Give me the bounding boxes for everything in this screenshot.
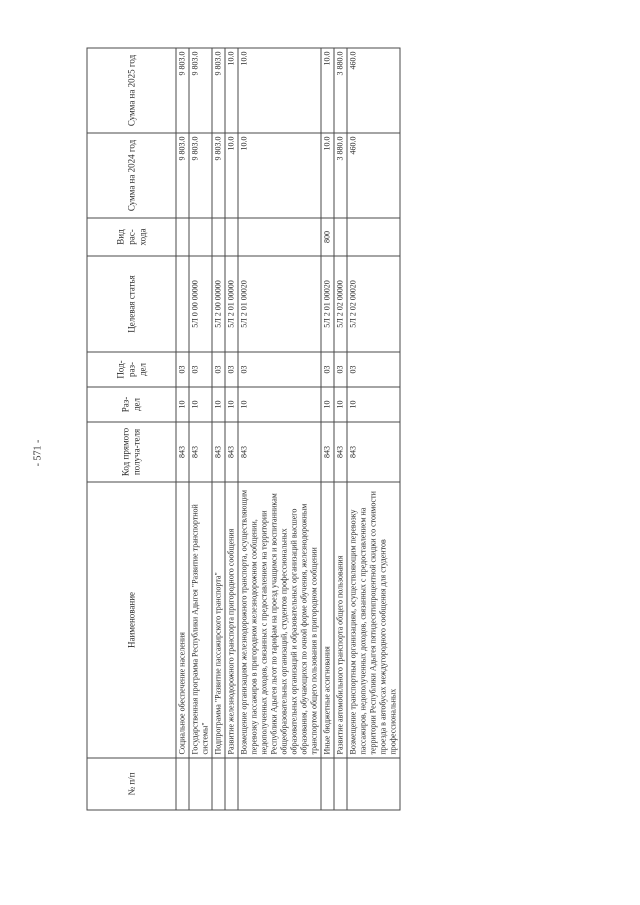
cell-target: 5Л 2 01 00020 [321,256,334,352]
cell-section: 10 [321,387,334,422]
cell-section: 10 [212,387,225,422]
cell-section: 10 [347,387,400,422]
cell-code: 843 [334,422,347,482]
cell-target: 5Л 2 02 00020 [347,256,400,352]
cell-target: 5Л 0 00 00000 [189,256,212,352]
cell-expense-type [334,218,347,256]
header-subsection: Под-раз-дел [87,352,176,387]
cell-sum-2025: 460.0 [347,48,400,133]
cell-name: Иные бюджетные ассигнования [321,482,334,758]
cell-sum-2024: 3 880.0 [334,133,347,218]
table-row [334,48,347,810]
cell-sum-2024: 10.0 [321,133,334,218]
table-body [176,48,400,810]
cell-sum-2025: 10.0 [225,48,238,133]
cell-expense-type [176,218,189,256]
cell-no [238,758,321,810]
cell-name: Возмещение транспортным организациям, осуществляющим перевозку пассажиров, недополученных доходов, связанных с предоставлением на территории Республики Адыгея пятидесятипроцентной скидки со стоимости проезда в автобусах междугородного сообщения для студентов профессиональных [347,482,400,758]
cell-code: 843 [189,422,212,482]
table-row [176,48,189,810]
cell-name: Социальное обеспечение населения [176,482,189,758]
cell-section: 10 [176,387,189,422]
cell-target [176,256,189,352]
cell-expense-type [225,218,238,256]
cell-sum-2024: 9 803.0 [189,133,212,218]
cell-section: 10 [334,387,347,422]
header-target: Целевая статья [87,256,176,352]
cell-target: 5Л 2 01 00020 [238,256,321,352]
cell-sum-2025: 9 803.0 [212,48,225,133]
cell-expense-type: 800 [321,218,334,256]
cell-subsection: 03 [176,352,189,387]
cell-subsection: 03 [212,352,225,387]
cell-sum-2024: 9 803.0 [212,133,225,218]
cell-no [334,758,347,810]
cell-sum-2024: 9 803.0 [176,133,189,218]
header-name: Наименование [87,482,176,758]
cell-target: 5Л 2 01 00000 [225,256,238,352]
table-row [212,48,225,810]
table-row [189,48,212,810]
header-sum-2025: Сумма на 2025 год [87,48,176,133]
cell-no [212,758,225,810]
cell-code: 843 [238,422,321,482]
cell-subsection: 03 [334,352,347,387]
cell-no [176,758,189,810]
cell-section: 10 [189,387,212,422]
header-sum-2024: Сумма на 2024 год [87,133,176,218]
table-row [321,48,334,810]
cell-subsection: 03 [347,352,400,387]
header-expense-type: Вид рас-хода [87,218,176,256]
cell-expense-type [189,218,212,256]
cell-code: 843 [212,422,225,482]
cell-name: Развитие железнодорожного транспорта пригородного сообщения [225,482,238,758]
cell-no [189,758,212,810]
cell-code: 843 [225,422,238,482]
cell-code: 843 [176,422,189,482]
cell-target: 5Л 2 00 00000 [212,256,225,352]
budget-table [86,47,400,810]
table-row [347,48,400,810]
header-section: Раз-дел [87,387,176,422]
cell-sum-2025: 9 803.0 [176,48,189,133]
cell-sum-2025: 3 880.0 [334,48,347,133]
cell-name: Развитие автомобильного транспорта общего пользования [334,482,347,758]
table-row [225,48,238,810]
cell-code: 843 [347,422,400,482]
cell-sum-2024: 460.0 [347,133,400,218]
cell-sum-2025: 10.0 [238,48,321,133]
cell-target: 5Л 2 02 00000 [334,256,347,352]
cell-no [321,758,334,810]
cell-name: Возмещение организациям железнодорожного транспорта, осуществляющим перевозку пассажиров в пригородном железнодорожном сообщении, недополученных доходов, связанных с предоставлением на территории Республики Адыгея льгот по тарифам на проезд учащимся и воспитанникам общеобразовательных организаций, студентов профессиональных образовательных организаций и образовательных организаций высшего образования, обучающихся по очной форме обучения, железнодорожным транспортом общего пользования в пригородном сообщении [238,482,321,758]
page-number: - 571 - [32,439,43,466]
cell-no [347,758,400,810]
cell-no [225,758,238,810]
cell-sum-2024: 10.0 [238,133,321,218]
cell-section: 10 [238,387,321,422]
header-code: Код прямого получа-теля [87,422,176,482]
cell-expense-type [212,218,225,256]
cell-subsection: 03 [189,352,212,387]
header-no: № п/п [87,758,176,810]
cell-sum-2025: 9 803.0 [189,48,212,133]
cell-subsection: 03 [321,352,334,387]
cell-subsection: 03 [225,352,238,387]
cell-subsection: 03 [238,352,321,387]
cell-sum-2025: 10.0 [321,48,334,133]
cell-code: 843 [321,422,334,482]
cell-section: 10 [225,387,238,422]
cell-expense-type [238,218,321,256]
cell-expense-type [347,218,400,256]
table-row [238,48,321,810]
cell-sum-2024: 10.0 [225,133,238,218]
cell-name: Государственная программа Республики Адыгея "Развитие транспортной системы" [189,482,212,758]
table-header-row [87,48,176,810]
cell-name: Подпрограмма "Развитие пассажирского транспорта" [212,482,225,758]
